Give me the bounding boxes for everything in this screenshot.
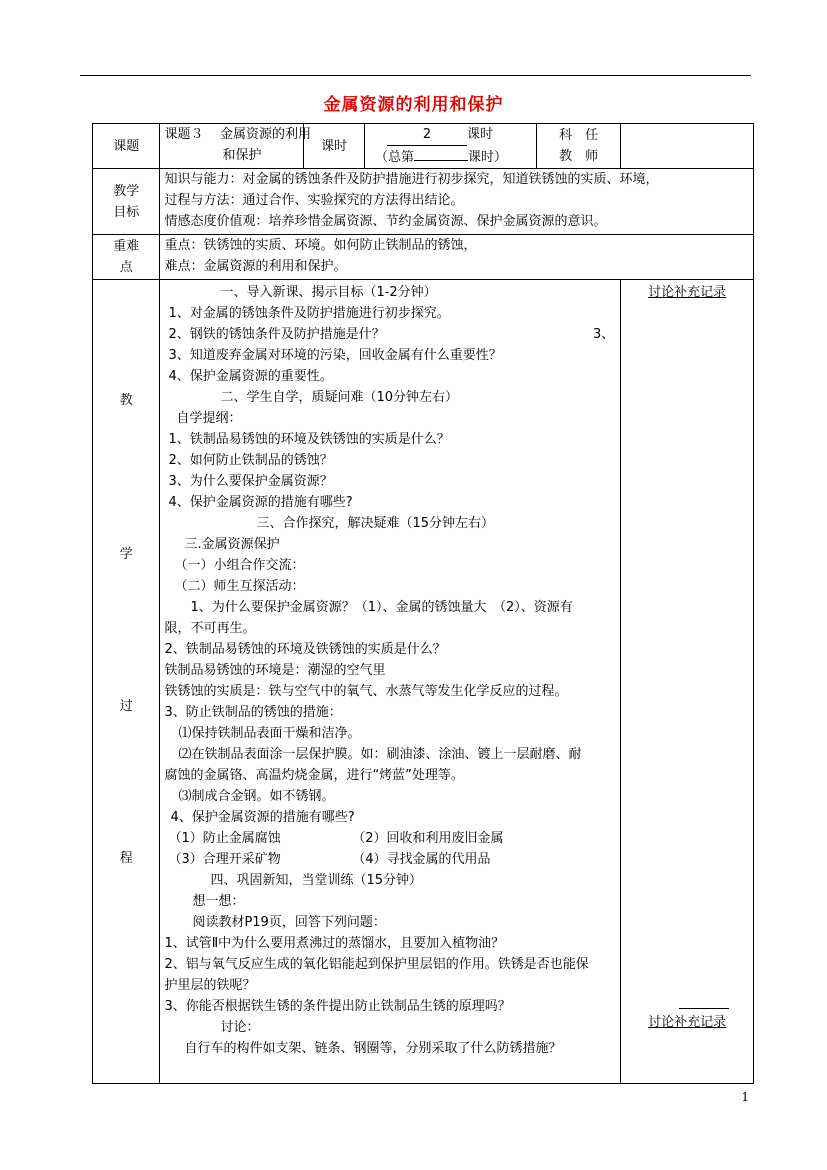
process-line: 4、保护金属资源的措施有哪些? [170,810,355,825]
process-line: 3、知道废弃金属对环境的污染，回收金属有什么重要性？ [168,348,502,363]
process-line: 阅读教材P19页，回答下列问题： [192,915,386,930]
discussion-note-top: 讨论补充记录 [648,285,727,300]
header-row [93,124,754,169]
process-label-char: 学 [119,547,133,562]
process-line: 护里层的铁呢？ [164,978,256,993]
process-label-char: 过 [119,699,133,714]
process-line: 铁锈蚀的实质是：铁与空气中的氧气、水蒸气等发生化学反应的过程。 [164,684,568,699]
teacher-value [621,124,754,169]
process-line: 2、如何防止铁制品的锈蚀？ [168,453,333,468]
objective-line: 知识与能力：对金属的锈蚀条件及防护措施进行初步探究，知道铁锈蚀的实质、环境， [164,172,659,187]
objective-line: 过程与方法：通过合作、实验探究的方法得出结论。 [164,193,464,208]
section-heading: 三、合作探究，解决疑难（15分钟左右） [256,516,494,531]
topic-cell [160,124,311,169]
margin-number: 3、 [593,327,615,342]
process-line: 2、铝与氧气反应生成的氧化铝能起到保护里层铝的作用。铁锈是否也能保 [164,957,589,972]
process-line: 自行车的构件如支架、链条、钢圈等，分别采取了什么防锈措施？ [184,1041,562,1056]
section-heading: 四、巩固新知，当堂训练（15分钟） [210,873,422,888]
process-line: 腐蚀的金属铬、高温灼烧金属，进行“烤蓝”处理等。 [164,768,464,783]
period-cell [365,124,537,169]
total-blank [414,146,468,161]
process-line: （一）小组合作交流： [174,558,305,573]
topic-name-2: 和保护 [222,148,262,163]
objectives-label [93,169,160,235]
process-line: （二）师生互探活动： [174,579,305,594]
keypoints-label-line-1: 重难 [113,239,140,254]
process-line: 讨论： [220,1020,260,1035]
process-line: 想一想： [192,894,245,909]
process-line: 三.金属资源保护 [184,537,280,552]
objectives-row [93,169,754,235]
process-line: 3、你能否根据铁生锈的条件提出防止铁制品生锈的原理吗？ [164,999,511,1014]
discussion-notes-column [621,280,754,1084]
keypoints-content [160,235,754,280]
process-line: 2、铁制品易锈蚀的环境及铁锈蚀的实质是什么？ [164,642,446,657]
process-line: 4、保护金属资源的措施有哪些? [168,495,353,510]
total-prefix: （总第 [375,150,415,165]
lesson-plan-table [92,123,754,1084]
keypoint-line: 难点：金属资源的利用和保护。 [164,259,347,274]
process-line: 2、钢铁的锈蚀条件及防护措施是什？ [168,327,385,342]
process-line: 铁制品易锈蚀的环境是：潮湿的空气里 [164,663,386,678]
process-line: 1、对金属的锈蚀条件及防护措施进行初步探究。 [168,306,450,321]
objectives-label-line-1: 教学 [113,183,140,199]
process-line: 3、为什么要保护金属资源？ [168,474,333,489]
topic-prefix: 课题３ [164,127,204,142]
process-line: 自学提纲： [176,411,242,426]
topic-name-1: 金属资源的利用 [219,127,311,142]
objective-line: 情感态度价值观：培养珍惜金属资源、节约金属资源、保护金属资源的意识。 [164,214,607,229]
header-rule [80,75,751,76]
period-count: 2 [387,124,467,146]
keypoint-line: 重点：铁锈蚀的实质、环境。如何防止铁制品的锈蚀， [164,238,477,253]
process-label [93,280,160,1084]
period-unit: 课时 [467,127,494,142]
process-line: 1、铁制品易锈蚀的环境及铁锈蚀的实质是什么？ [168,432,450,447]
process-line: （3）合理开采矿物 （4）寻找金属的代用品 [168,852,491,867]
discussion-note-bottom: 讨论补充记录 [648,1015,727,1030]
process-row [93,280,754,1084]
keypoints-label-line-2: 点 [119,260,133,275]
period-label: 课时 [304,124,365,169]
objectives-label-line-2: 目标 [113,204,140,220]
process-content [160,280,621,1084]
section-heading: 一、导入新课、揭示目标（1-2分钟） [220,285,437,300]
process-label-char: 教 [119,393,133,408]
notes-underline [679,1008,729,1009]
document-title: 金属资源的利用和保护 [323,95,504,115]
section-heading: 二、学生自学，质疑问难（10分钟左右） [220,390,458,405]
topic-label: 课题 [93,124,160,169]
page-number: 1 [741,1090,749,1104]
keypoints-label [93,235,160,280]
objectives-content [160,169,754,235]
process-line: 1、为什么要保护金属资源？（1）、金属的锈蚀量大 （2）、资源有 [190,600,573,615]
process-line: ⑵在铁制品表面涂一层保护膜。如：刷油漆、涂油、镀上一层耐磨、耐 [178,747,582,762]
process-line: （1）防止金属腐蚀 （2）回收和利用废旧金属 [168,831,504,846]
process-line: ⑴保持铁制品表面干燥和洁净。 [178,726,361,741]
total-suffix: 课时） [468,150,508,165]
keypoints-row [93,235,754,280]
process-line: 3、防止铁制品的锈蚀的措施： [164,705,342,720]
process-label-char: 程 [119,851,133,866]
teacher-label-line-2: 教 师 [559,149,599,164]
process-line: 4、保护金属资源的重要性。 [168,369,333,384]
teacher-label [537,124,621,169]
teacher-label-line-1: 科 任 [559,128,599,143]
process-line: ⑶制成合金钢。如不锈钢。 [178,789,335,804]
process-line: 限，不可再生。 [164,621,256,636]
process-line: 1、试管Ⅱ中为什么要用煮沸过的蒸馏水，且要加入植物油？ [164,936,505,951]
